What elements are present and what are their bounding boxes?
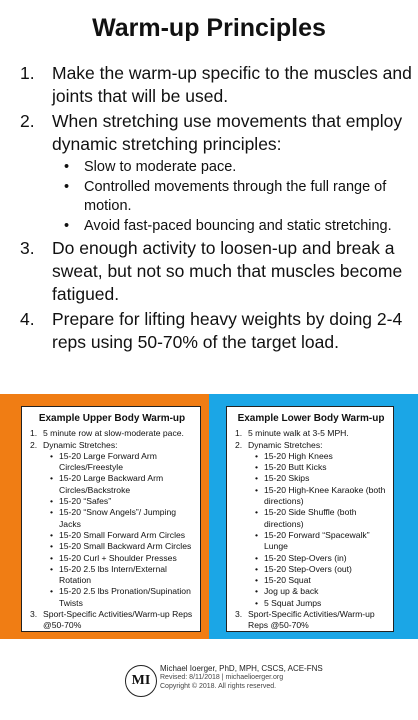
step-text: Sport-Specific Activities/Warm-up Reps @50-70%	[248, 609, 375, 631]
bullet-icon: •	[255, 552, 259, 563]
lower-body-warmup-card	[226, 406, 394, 632]
bullet-icon: •	[255, 507, 259, 518]
stretch-text: Jog up & back	[264, 586, 319, 597]
sub-bullet-item	[64, 178, 412, 216]
upper-step	[30, 428, 194, 439]
page-title: Warm-up Principles	[92, 14, 326, 42]
stretch-text: 15-20 Large Forward Arm Circles/Freestyle	[59, 450, 157, 473]
bullet-icon: •	[50, 586, 54, 597]
bullet-icon: •	[50, 563, 54, 574]
bullet-icon: •	[255, 575, 259, 586]
principle-text: Prepare for lifting heavy weights by doing 2-4 reps using 50-70% of the target load.	[52, 309, 403, 352]
step-text: 5 minute row at slow-moderate pace.	[43, 428, 184, 439]
stretch-text: 15-20 2.5 lbs Pronation/Supination Twists	[59, 586, 191, 608]
stretch-item	[50, 496, 194, 507]
bullet-icon: •	[64, 179, 70, 195]
author-name: Michael Ioerger, PhD, MPH, CSCS, ACE-FNS	[160, 664, 323, 673]
stretch-item	[255, 598, 387, 609]
step-text: Dynamic Stretches:	[248, 439, 323, 450]
stretch-item	[255, 575, 387, 586]
principle-item	[20, 237, 412, 306]
principle-text: Make the warm-up specific to the muscles and joints that will be used.	[52, 63, 412, 106]
revised-line: Revised: 8/11/2018 | michaelioerger.org	[160, 674, 284, 681]
author-logo: MI	[125, 665, 157, 697]
bullet-icon: •	[50, 529, 54, 540]
upper-step	[30, 440, 194, 451]
principles-list	[20, 62, 412, 356]
bullet-icon: •	[50, 496, 54, 507]
bullet-icon: •	[255, 462, 259, 473]
stretch-item	[255, 586, 387, 597]
lower-body-heading: Example Lower Body Warm-up	[237, 413, 385, 424]
upper-step	[30, 609, 194, 632]
step-text: 5 minute walk at 3-5 MPH.	[248, 428, 349, 439]
bullet-icon: •	[255, 450, 259, 461]
step-number: 1.	[30, 428, 38, 439]
sub-bullet-text: Controlled movements through the full range of motion.	[84, 179, 387, 214]
stretch-text: 15-20 Curl + Shoulder Presses	[59, 552, 177, 563]
bullet-icon: •	[255, 586, 259, 597]
principle-text: When stretching use movements that employ dynamic stretching principles:	[52, 111, 403, 154]
stretch-item	[255, 530, 387, 553]
stretch-item	[50, 530, 194, 541]
sub-bullet-item	[64, 217, 412, 236]
footer-text	[160, 664, 323, 691]
principle-number: 1.	[20, 63, 35, 83]
bullet-icon: •	[255, 473, 259, 484]
stretch-text: 15-20 Small Forward Arm Circles	[59, 529, 186, 540]
principle-sub-list	[64, 158, 412, 236]
step-number: 3.	[235, 609, 243, 620]
stretch-item	[50, 553, 194, 564]
bullet-icon: •	[50, 541, 54, 552]
stretch-item	[255, 485, 387, 508]
copyright-line: Copyright © 2018. All rights reserved.	[160, 683, 277, 690]
bullet-icon: •	[64, 159, 70, 175]
stretch-item	[50, 473, 194, 496]
stretch-item	[255, 507, 387, 530]
stretch-item	[255, 451, 387, 462]
bullet-icon: •	[50, 450, 54, 461]
lower-step	[235, 428, 387, 439]
stretch-item	[50, 541, 194, 552]
step-text: Dynamic Stretches:	[43, 439, 118, 450]
step-number: 2.	[235, 439, 243, 450]
principle-item	[20, 110, 412, 156]
stretch-text: 15-20 Large Backward Arm Circles/Backstroke	[59, 473, 164, 495]
stretch-text: 15-20 Side Shuffle (both directions)	[264, 507, 357, 529]
principle-text: Do enough activity to loosen-up and break a sweat, but not so much that muscles become fatigued.	[52, 238, 403, 304]
stretch-item	[50, 507, 194, 530]
stretch-item	[255, 473, 387, 484]
stretch-text: 15-20 Forward “Spacewalk” Lunge	[264, 529, 370, 552]
principle-item	[20, 62, 412, 108]
stretch-text: 15-20 High Knees	[264, 450, 333, 461]
stretch-text: 15-20 Step-Overs (out)	[264, 563, 352, 574]
stretch-item	[50, 586, 194, 609]
stretch-text: 15-20 Skips	[264, 473, 310, 484]
stretch-item	[255, 553, 387, 564]
stretch-item	[255, 564, 387, 575]
lower-step	[235, 440, 387, 451]
stretch-item	[50, 564, 194, 587]
sub-bullet-text: Slow to moderate pace.	[84, 159, 237, 175]
principle-number: 2.	[20, 111, 35, 131]
stretch-item	[50, 451, 194, 474]
principle-number: 3.	[20, 238, 35, 258]
stretch-text: 15-20 Small Backward Arm Circles	[59, 541, 192, 552]
upper-stretch-list	[50, 451, 194, 609]
sub-bullet-text: Avoid fast-paced bouncing and static stretching.	[84, 218, 392, 234]
stretch-text: 15-20 “Safes”	[59, 496, 112, 507]
principle-number: 4.	[20, 309, 35, 329]
bullet-icon: •	[50, 552, 54, 563]
stretch-text: 15-20 “Snow Angels”/ Jumping Jacks	[59, 507, 177, 529]
bullet-icon: •	[50, 507, 54, 518]
stretch-text: 15-20 Step-Overs (in)	[264, 552, 347, 563]
step-number: 2.	[30, 439, 38, 450]
stretch-text: 15-20 Butt Kicks	[264, 462, 327, 473]
upper-body-heading: Example Upper Body Warm-up	[38, 413, 186, 424]
bullet-icon: •	[50, 473, 54, 484]
bullet-icon: •	[255, 529, 259, 540]
lower-stretch-list	[255, 451, 387, 609]
bullet-icon: •	[255, 563, 259, 574]
bullet-icon: •	[255, 597, 259, 608]
step-number: 3.	[30, 609, 38, 620]
stretch-text: 15-20 Squat	[264, 575, 311, 586]
bullet-icon: •	[64, 218, 70, 234]
upper-body-warmup-card	[21, 406, 201, 632]
step-number: 1.	[235, 428, 243, 439]
stretch-item	[255, 462, 387, 473]
stretch-text: 15-20 High-Knee Karaoke (both directions)	[264, 484, 386, 507]
lower-step	[235, 609, 387, 632]
bullet-icon: •	[255, 484, 259, 495]
step-text: Sport-Specific Activities/Warm-up Reps @50-70%	[43, 609, 193, 631]
sub-bullet-item	[64, 158, 412, 177]
stretch-text: 5 Squat Jumps	[264, 597, 322, 608]
principle-item	[20, 308, 412, 354]
stretch-text: 15-20 2.5 lbs Intern/External Rotation	[59, 563, 167, 586]
